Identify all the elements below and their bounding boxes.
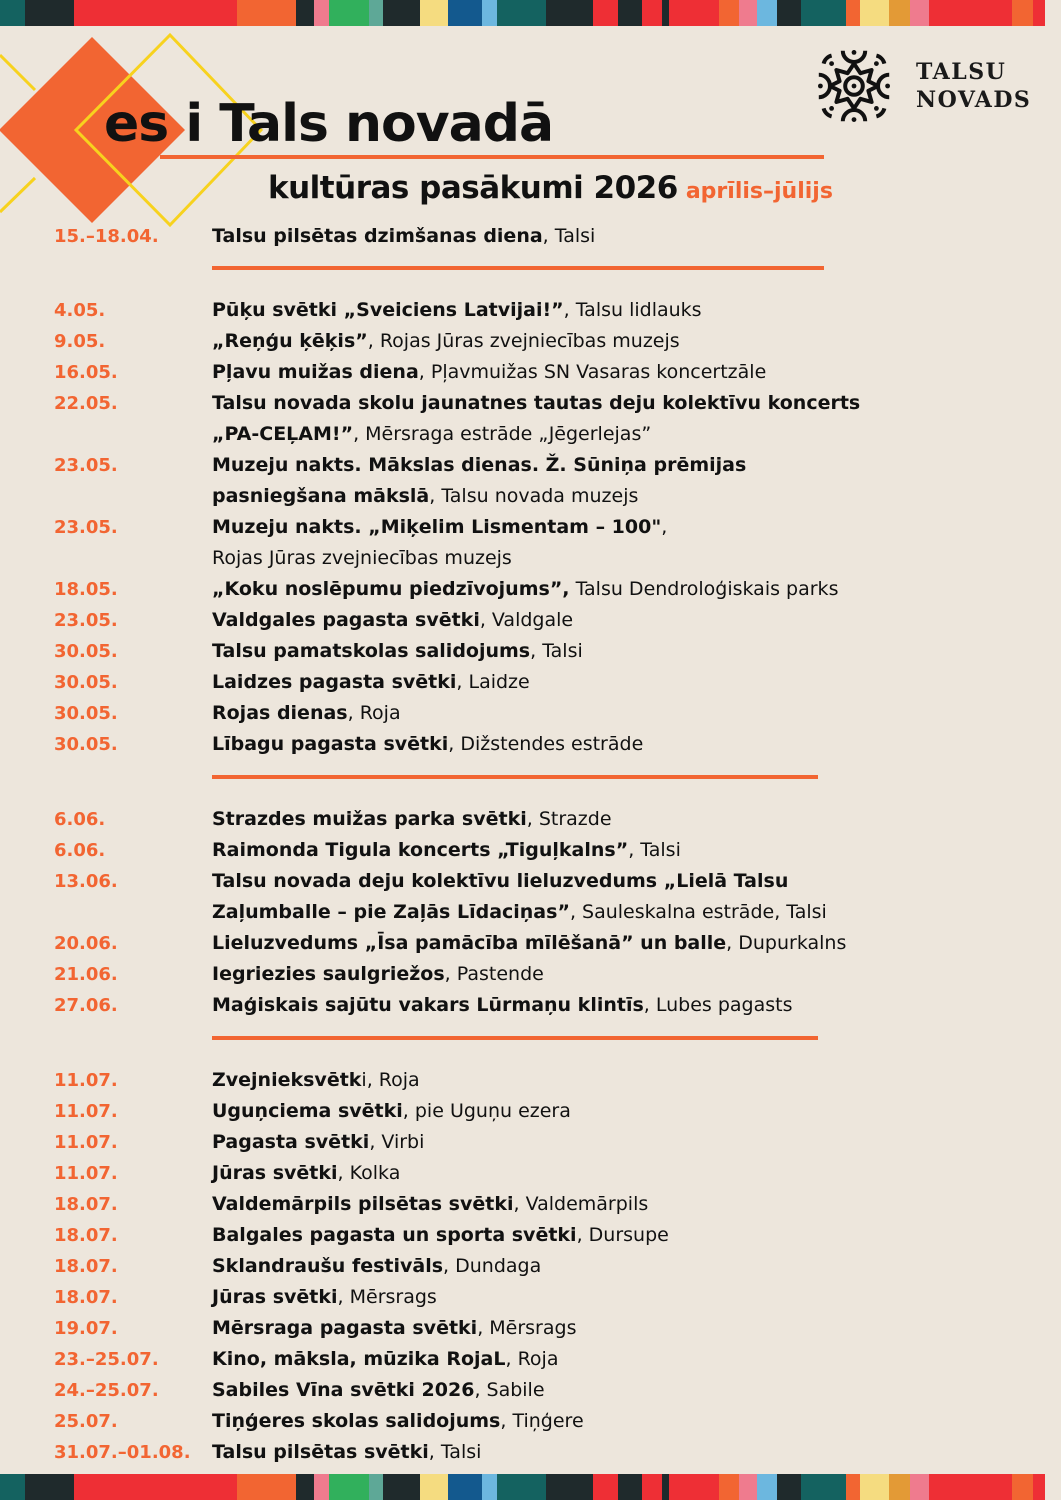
event-row <box>0 295 1061 326</box>
event-location: , Roja <box>347 702 401 724</box>
event-location: , Mērsrags <box>337 1286 437 1308</box>
event-text <box>212 1065 992 1096</box>
yellow-line-left-bottom <box>0 178 35 212</box>
event-date: 11.07. <box>54 1132 118 1153</box>
stripe-segment <box>739 0 757 26</box>
event-text <box>212 1437 992 1468</box>
event-row <box>0 729 1061 760</box>
event-location: , Talsi <box>542 225 596 247</box>
event-text <box>212 450 992 481</box>
event-text <box>212 1406 992 1437</box>
stripe-segment <box>420 0 448 26</box>
yellow-line-left-top <box>0 55 35 90</box>
event-date: 6.06. <box>54 840 106 861</box>
event-title: Tiņģeres skolas salidojums <box>212 1410 501 1432</box>
event-title: Valdemārpils pilsētas svētki <box>212 1193 514 1215</box>
stripe-segment <box>546 0 593 26</box>
event-date: 18.07. <box>54 1256 118 1277</box>
stripe-segment <box>801 0 846 26</box>
event-date: 16.05. <box>54 362 118 383</box>
event-row <box>0 605 1061 636</box>
stripe-segment <box>910 1474 929 1500</box>
event-date: 11.07. <box>54 1070 118 1091</box>
event-title: Zaļumballe – pie Zaļās Līdaciņas” <box>212 901 570 923</box>
top-color-stripe <box>0 0 1061 26</box>
logo-wordmark <box>916 58 1031 114</box>
event-row <box>0 835 1061 866</box>
stripe-segment <box>420 1474 448 1500</box>
event-date: 13.06. <box>54 871 118 892</box>
stripe-segment <box>860 1474 889 1500</box>
stripe-segment <box>329 1474 369 1500</box>
event-date: 21.06. <box>54 964 118 985</box>
event-title: „PA-CEĻAM!” <box>212 423 354 445</box>
event-text <box>212 1375 992 1406</box>
event-date: 18.07. <box>54 1194 118 1215</box>
stripe-segment <box>1012 0 1033 26</box>
event-location: , Talsu lidlauks <box>563 299 702 321</box>
event-date: 18.07. <box>54 1287 118 1308</box>
event-location: , Kolka <box>337 1162 401 1184</box>
event-location: , Talsi <box>428 1441 482 1463</box>
event-row <box>0 698 1061 729</box>
event-text <box>212 636 992 667</box>
stripe-segment <box>757 0 777 26</box>
stripe-segment <box>546 1474 593 1500</box>
event-date: 31.07.–01.08. <box>54 1442 191 1463</box>
event-title: pasniegšana mākslā <box>212 485 430 507</box>
event-location: , Dupurkalns <box>726 932 847 954</box>
event-location: , Dursupe <box>576 1224 669 1246</box>
event-date: 9.05. <box>54 331 106 352</box>
event-title: Lībagu pagasta svētki <box>212 733 449 755</box>
logo-line-2: NOVADS <box>916 87 1032 113</box>
event-date: 23.05. <box>54 455 118 476</box>
event-text <box>212 835 992 866</box>
event-row <box>0 1375 1061 1406</box>
event-date: 18.07. <box>54 1225 118 1246</box>
event-location: , Mērsrags <box>477 1317 577 1339</box>
event-title: „Koku noslēpumu piedzīvojums”, <box>212 578 570 600</box>
event-row <box>0 1158 1061 1189</box>
event-title: Muzeju nakts. Mākslas dienas. Ž. Sūniņa prēmijas <box>212 454 747 476</box>
event-location: Rojas Jūras zvejniecības muzejs <box>212 547 512 569</box>
event-title: Lieluzvedums „Īsa pamācība mīlēšanā” un balle <box>212 932 727 954</box>
event-row <box>0 388 1061 419</box>
event-title: Muzeju nakts. „Miķelim Lismentam – 100" <box>212 516 662 538</box>
event-title: Jūras svētki <box>212 1286 338 1308</box>
stripe-segment <box>846 1474 860 1500</box>
event-location: , Sauleskalna estrāde, Talsi <box>569 901 827 923</box>
stripe-segment <box>593 0 618 26</box>
event-row <box>0 1282 1061 1313</box>
title-rest: i Tals novadā <box>185 94 554 154</box>
event-row <box>0 1127 1061 1158</box>
event-date: 15.–18.04. <box>54 226 159 247</box>
stripe-segment <box>1012 1474 1033 1500</box>
event-location: , Mērsraga estrāde „Jēgerlejas” <box>353 423 652 445</box>
event-row <box>0 326 1061 357</box>
event-location: , Virbi <box>369 1131 425 1153</box>
event-text <box>212 667 992 698</box>
stripe-segment <box>929 1474 1012 1500</box>
event-title: Balgales pagasta un sporta svētki <box>212 1224 577 1246</box>
subtitle-text: kultūras pasākumi 2026 <box>268 170 678 206</box>
event-row-continuation <box>0 419 1061 450</box>
event-location: , Dundaga <box>443 1255 542 1277</box>
event-text <box>212 698 992 729</box>
event-date: 24.–25.07. <box>54 1380 159 1401</box>
stripe-segment <box>296 1474 314 1500</box>
event-row <box>0 804 1061 835</box>
event-title: „Reņģu ķēķis” <box>212 330 368 352</box>
event-text <box>212 221 992 252</box>
stripe-segment <box>719 0 739 26</box>
event-text <box>212 357 992 388</box>
event-text <box>212 512 992 543</box>
stripe-segment <box>448 0 482 26</box>
page-title <box>104 94 553 154</box>
event-date: 25.07. <box>54 1411 118 1432</box>
stripe-segment <box>642 1474 662 1500</box>
event-date: 23.05. <box>54 610 118 631</box>
title-es: es <box>104 94 169 154</box>
event-location: , Sabile <box>474 1379 545 1401</box>
stripe-segment <box>25 1474 74 1500</box>
event-location: , Talsu novada muzejs <box>429 485 639 507</box>
event-title: Iegriezies saulgriežos <box>212 963 445 985</box>
event-location: , <box>661 516 668 538</box>
event-title: Mērsraga pagasta svētki <box>212 1317 478 1339</box>
event-title: Sklandraušu festivāls <box>212 1255 444 1277</box>
event-title: Talsu pilsētas svētki <box>212 1441 429 1463</box>
event-row <box>0 667 1061 698</box>
stripe-segment <box>910 0 929 26</box>
stripe-segment <box>757 1474 777 1500</box>
event-date: 27.06. <box>54 995 118 1016</box>
event-text <box>212 1158 992 1189</box>
event-title: Sabiles Vīna svētki 2026 <box>212 1379 475 1401</box>
event-text <box>212 866 992 897</box>
event-text <box>212 419 992 450</box>
event-text <box>212 990 992 1021</box>
event-location: , Pastende <box>444 963 544 985</box>
event-title: Talsu pilsētas dzimšanas diena <box>212 225 543 247</box>
event-row <box>0 574 1061 605</box>
event-list <box>0 221 1061 1468</box>
stripe-segment <box>618 1474 642 1500</box>
event-location: i, Roja <box>361 1069 420 1091</box>
event-date: 30.05. <box>54 734 118 755</box>
stripe-segment <box>383 1474 420 1500</box>
event-text <box>212 928 992 959</box>
event-title: Strazdes muižas parka svētki <box>212 808 527 830</box>
stripe-segment <box>296 0 314 26</box>
event-date: 22.05. <box>54 393 118 414</box>
event-location: , Dižstendes estrāde <box>448 733 644 755</box>
stripe-segment <box>801 1474 846 1500</box>
stripe-segment <box>846 0 860 26</box>
event-row <box>0 636 1061 667</box>
event-text <box>212 481 992 512</box>
event-location: , Valdemārpils <box>513 1193 649 1215</box>
event-row <box>0 1096 1061 1127</box>
event-row-continuation <box>0 543 1061 574</box>
month-divider <box>212 775 818 779</box>
event-date: 30.05. <box>54 672 118 693</box>
event-title: Laidzes pagasta svētki <box>212 671 457 693</box>
stripe-segment <box>929 0 1012 26</box>
event-title: Uguņciema svētki <box>212 1100 403 1122</box>
event-row <box>0 1406 1061 1437</box>
stripe-segment <box>618 0 642 26</box>
event-text <box>212 897 992 928</box>
event-location: , Strazde <box>526 808 612 830</box>
stripe-segment <box>369 0 383 26</box>
stripe-segment <box>777 0 801 26</box>
event-location: Talsu Dendroloģiskais parks <box>569 578 839 600</box>
event-text <box>212 729 992 760</box>
event-title: Valdgales pagasta svētki <box>212 609 480 631</box>
event-date: 6.06. <box>54 809 106 830</box>
event-date: 11.07. <box>54 1163 118 1184</box>
event-location: , Pļavmuižas SN Vasaras koncertzāle <box>418 361 767 383</box>
stripe-segment <box>329 0 369 26</box>
stripe-segment <box>482 1474 497 1500</box>
stripe-segment <box>74 0 237 26</box>
event-location: , pie Uguņu ezera <box>402 1100 571 1122</box>
stripe-segment <box>314 0 329 26</box>
event-title: Talsu novada deju kolektīvu lieluzvedums „Lielā Talsu <box>212 870 789 892</box>
event-row <box>0 959 1061 990</box>
event-location: , Laidze <box>456 671 530 693</box>
event-text <box>212 388 992 419</box>
stripe-segment <box>739 1474 757 1500</box>
event-text <box>212 804 992 835</box>
event-text <box>212 326 992 357</box>
event-text <box>212 543 992 574</box>
stripe-segment <box>314 1474 329 1500</box>
title-underline <box>160 155 824 159</box>
event-location: , Roja <box>505 1348 559 1370</box>
stripe-segment <box>237 1474 296 1500</box>
event-title: Rojas dienas <box>212 702 348 724</box>
event-location: , Rojas Jūras zvejniecības muzejs <box>367 330 680 352</box>
event-date: 18.05. <box>54 579 118 600</box>
event-row <box>0 450 1061 481</box>
event-title: Talsu pamatskolas salidojums <box>212 640 531 662</box>
subtitle <box>268 168 833 212</box>
logo-line-1: TALSU <box>916 59 1007 85</box>
event-row <box>0 221 1061 252</box>
event-row <box>0 1220 1061 1251</box>
event-title: Pūķu svētki „Sveiciens Latvijai!” <box>212 299 564 321</box>
event-row-continuation <box>0 897 1061 928</box>
event-text <box>212 959 992 990</box>
event-title: Pagasta svētki <box>212 1131 370 1153</box>
stripe-segment <box>74 1474 237 1500</box>
event-row <box>0 1065 1061 1096</box>
stripe-segment <box>448 1474 482 1500</box>
event-title: Kino, māksla, mūzika RojaL <box>212 1348 506 1370</box>
stripe-segment <box>889 1474 910 1500</box>
stripe-segment <box>1033 0 1045 26</box>
event-date: 30.05. <box>54 641 118 662</box>
event-row <box>0 1437 1061 1468</box>
event-date: 4.05. <box>54 300 106 321</box>
stripe-segment <box>662 0 669 26</box>
stripe-segment <box>889 0 910 26</box>
event-row <box>0 1251 1061 1282</box>
event-location: , Talsi <box>530 640 583 662</box>
event-text <box>212 1127 992 1158</box>
event-row <box>0 928 1061 959</box>
event-text <box>212 1313 992 1344</box>
stripe-segment <box>860 0 889 26</box>
event-text <box>212 1189 992 1220</box>
stripe-segment <box>642 0 662 26</box>
event-date: 20.06. <box>54 933 118 954</box>
event-date: 19.07. <box>54 1318 118 1339</box>
event-title: Pļavu muižas diena <box>212 361 419 383</box>
stripe-segment <box>1033 1474 1045 1500</box>
stripe-segment <box>482 0 497 26</box>
event-date: 23.–25.07. <box>54 1349 159 1370</box>
event-row <box>0 990 1061 1021</box>
event-title: Raimonda Tigula koncerts „Tiguļkalns” <box>212 839 629 861</box>
subtitle-range: aprīlis–jūlijs <box>685 179 833 204</box>
event-date: 30.05. <box>54 703 118 724</box>
event-date: 11.07. <box>54 1101 118 1122</box>
event-text <box>212 1251 992 1282</box>
event-text <box>212 1220 992 1251</box>
event-text <box>212 605 992 636</box>
stripe-segment <box>25 0 74 26</box>
stripe-segment <box>0 0 25 26</box>
sun-ornament-icon <box>814 46 894 126</box>
event-row <box>0 1344 1061 1375</box>
month-divider <box>212 1036 818 1040</box>
event-title: Jūras svētki <box>212 1162 338 1184</box>
stripe-segment <box>662 1474 669 1500</box>
stripe-segment <box>0 1474 25 1500</box>
event-location: , Tiņģere <box>500 1410 584 1432</box>
event-location: , Valdgale <box>479 609 574 631</box>
event-row <box>0 1313 1061 1344</box>
stripe-segment <box>669 1474 719 1500</box>
stripe-segment <box>369 1474 383 1500</box>
stripe-segment <box>497 1474 546 1500</box>
stripe-segment <box>593 1474 618 1500</box>
stripe-segment <box>497 0 546 26</box>
event-row <box>0 512 1061 543</box>
event-text <box>212 1096 992 1127</box>
event-row <box>0 1189 1061 1220</box>
event-row-continuation <box>0 481 1061 512</box>
event-date: 23.05. <box>54 517 118 538</box>
event-row <box>0 866 1061 897</box>
event-row <box>0 357 1061 388</box>
event-text <box>212 1282 992 1313</box>
event-title: Zvejnieksvētk <box>212 1069 362 1091</box>
month-divider <box>212 266 824 270</box>
event-text <box>212 1344 992 1375</box>
event-location: , Lubes pagasts <box>643 994 793 1016</box>
stripe-segment <box>383 0 420 26</box>
event-text <box>212 574 992 605</box>
event-title: Maģiskais sajūtu vakars Lūrmaņu klintīs <box>212 994 644 1016</box>
event-location: , Talsi <box>628 839 681 861</box>
bottom-color-stripe <box>0 1474 1061 1500</box>
stripe-segment <box>237 0 296 26</box>
stripe-segment <box>669 0 719 26</box>
event-text <box>212 295 992 326</box>
event-title: Talsu novada skolu jaunatnes tautas deju kolektīvu koncerts <box>212 392 861 414</box>
stripe-segment <box>777 1474 801 1500</box>
stripe-segment <box>719 1474 739 1500</box>
